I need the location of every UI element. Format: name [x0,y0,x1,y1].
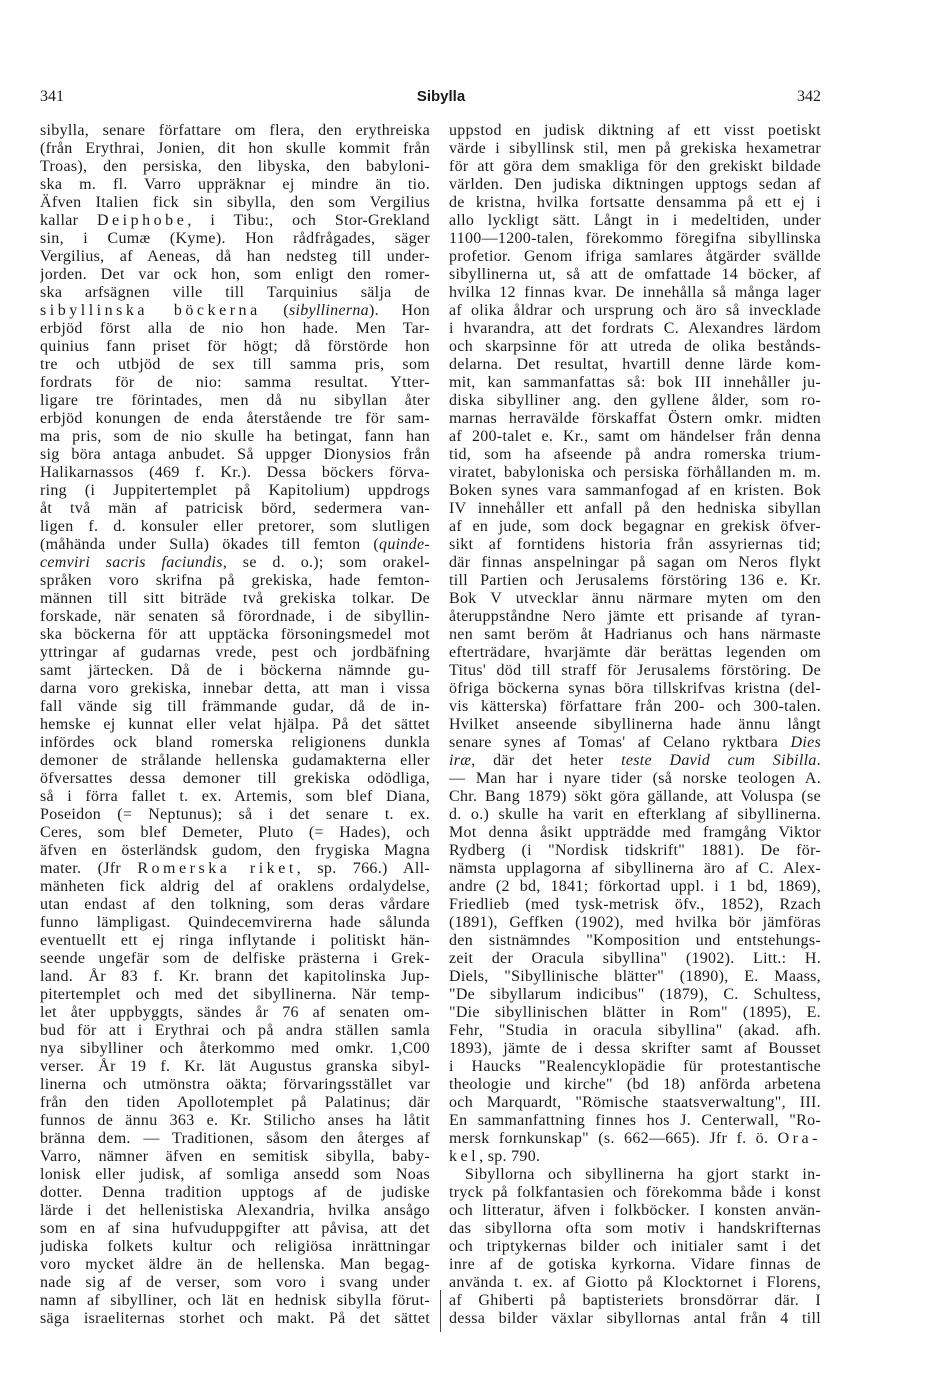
text-line: nade sig af de verser, som voro i svang under [40,1274,430,1291]
text-line: af olika åldrar och ursprung och äro så invecklade [449,302,821,319]
text-line: lärde i det hellenistiska Alexandria, hvilka ansågo [40,1202,430,1219]
text-line: jorden. Det var ock hon, som enligt den romer- [40,266,430,283]
text-line: nya sibylliner och återkommo med omkr. 1,C00 [40,1040,430,1057]
text-line: linerna och utmönstra oäkta; förvaringsstället var [40,1076,430,1093]
text-run: mater. (Jfr [40,860,138,877]
text-line: ma pris, som de nio skulle ha betingat, fann han [40,428,430,445]
text-line: Fehr, "Studia in oracula sibyllina" (akad. afh. [449,1022,821,1039]
text-line: "De sibyllarum indicibus" (1879), C. Schultess, [449,986,821,1003]
spaced-text: kel [449,1148,480,1165]
text-line: och litteratur, äfven i folkböcker. I konsten använ- [449,1202,821,1219]
text-line: för att göra dem smakliga för den grekiskt bildade [449,158,821,175]
italic-text: teste David cum Sibilla [621,752,817,769]
text-line: Hvilket anseende sibyllinerna hade ännu långt [449,716,821,733]
text-run: , se d. o.); som orakel- [222,554,430,571]
text-line: (från Erythrai, Jonien, dit hon skulle kommit från [40,140,430,157]
text-line: voro mycket äldre än de hellenska. Man begag- [40,1256,430,1273]
text-line: Chr. Bang 1879) sökt göra gällande, att Voluspa (se [449,788,821,805]
text-line: sig böra antaga anbudet. Så uppger Dionysios från [40,446,430,463]
text-line: judiska folkets kultur och religiösa inrättningar [40,1238,430,1255]
text-line: fordrats för de nio: samma resultat. Ytter- [40,374,430,391]
text-line: den sistnämndes "Komposition und entstehungs- [449,932,821,949]
running-title: Sibylla [416,88,466,105]
text-line: Titus' död till straff för Jerusalems förstöring. De [449,662,821,679]
text-line: verser. År 19 f. Kr. lät Augustus granska sibyl- [40,1058,430,1075]
text-line: bud för att i Erythrai och på andra ställen samla [40,1022,430,1039]
text-line [40,554,430,572]
text-line: darna voro grekiska, innebar detta, att man i vissa [40,680,430,697]
text-run: . [816,752,821,769]
text-line: sin, i Cumæ (Kyme). Hon rådfrågades, säger [40,230,430,247]
text-line: Varro, nämner äfven en semitisk sibylla, baby- [40,1148,430,1165]
spaced-text: Romerska riket [137,860,297,877]
text-run: , där det heter [471,752,622,769]
text-line: 1100—1200-talen, förekommo föregifna sibyllinska [449,230,821,247]
text-run: (måhända under Sulla) ökades till femton ( [40,536,380,553]
text-line: ligare tre förintades, men då nu sibyllan åter [40,392,430,409]
text-line: återuppståndne Nero jämte ett prisande af tyran- [449,608,821,625]
text-line: viratet, babyloniska och persiska förhållanden m. m. [449,464,821,481]
right-text-column [449,122,821,1328]
spaced-text: Deiphobe [96,212,188,229]
text-line: Troas), den persiska, den libyska, den babyloni- [40,158,430,175]
text-line: Äfven Italien fick sin sibylla, den som Vergilius [40,194,430,211]
page-number-left: 341 [40,88,64,105]
text-run: senare synes af Tomas' af Celano ryktbara [449,734,791,751]
text-line: d. o.) skulle ha varit en efterklang af sibyllinerna. [449,806,821,823]
text-line: zeit der Oracula sibyllina" (1902). Litt.: H. [449,950,821,967]
text-line: das sibyllorna ofta som motiv i handskrifternas [449,1220,821,1237]
text-line [40,536,430,554]
text-line: Friedlieb (med tysk-metrisk öfv., 1852), Rzach [449,896,821,913]
italic-text: sibyllinerna [288,302,369,319]
text-line: efterträdare, hvarjämte där berättas legenden om [449,644,821,661]
text-line: så i förra fallet t. ex. Artemis, som blef Diana, [40,788,430,805]
text-line: demoner de strålande hellenska gudamakterna eller [40,752,430,769]
text-line: där finnas anspelningar på sagan om Neros flykt [449,554,821,571]
text-line: ska m. fl. Varro uppräknar ej mindre än tio. [40,176,430,193]
text-line: tre och utbjöd de sex till samma pris, som [40,356,430,373]
text-line: tid, som ha afseende på andra romerska trium- [449,446,821,463]
text-line: pitertemplet och med det sibyllinerna. När temp- [40,986,430,1003]
text-line: Rydberg (i "Nordisk tidskrift" 1881). De för- [449,842,821,859]
text-line: åt två män af patricisk börd, sedermera van- [40,500,430,517]
text-line: mit, kan sammanfattas så: bok III innehåller ju- [449,374,821,391]
spaced-text: Ora- [777,1130,821,1147]
text-line: IV innehåller ett anfall på den hedniska sibyllan [449,500,821,517]
text-line: nämsta upplagorna af sibyllinerna äro af C. Alex- [449,860,821,877]
text-run: , sp. 766.) All- [296,860,430,877]
text-line: erbjöd först alla de nio hon hade. Men Tar- [40,320,430,337]
text-line: af Ghiberti på baptisteriets bronsdörrar där. I [449,1292,821,1309]
text-line [449,752,821,770]
text-line: ligen f. d. konsuler eller pretorer, som slutligen [40,518,430,535]
text-line: quinius fann priset för högt; då förstörde hon [40,338,430,355]
text-line: theologie und kirche" (bd 18) anförda arbetena [449,1076,821,1093]
text-line: fall vände sig till främmande gudar, då de in- [40,698,430,715]
text-run: mersk fornkunskap" (s. 662—665). Jfr f. ö. [449,1130,778,1147]
text-line: männen till sitt biträde två grekiska tolkar. De [40,590,430,607]
text-line: Bok V utvecklar ännu närmare myten om den [449,590,821,607]
text-line: hemske ej kunnat eller velat hjälpa. På det sättet [40,716,430,733]
italic-text: quinde- [379,536,430,553]
text-line: infördes ock bland romerska religionens dunkla [40,734,430,751]
text-line: inre af de gotiska kyrkorna. Vidare finnas de [449,1256,821,1273]
text-line: marnas herravälde förskaffat Östern omkr. midten [449,410,821,427]
text-line: från den tiden Apollotemplet på Palatinus; där [40,1094,430,1111]
text-line: Mot denna åsikt uppträdde med framgång Viktor [449,824,821,841]
text-line: Boken synes vara sammanfogad af en kristen. Bok [449,482,821,499]
text-line: 1893), jämte de i dessa skrifter samt af Bousset [449,1040,821,1057]
text-line: eventuellt ett ej ringa inflytande i politiskt hän- [40,932,430,949]
text-line: Vergilius, af Aeneas, då han nedsteg till under- [40,248,430,265]
text-line [40,860,430,878]
text-line: namn af sibylliner, och lät en hednisk sibylla förut- [40,1292,430,1309]
text-line: och skarpsinne för att utreda de olika bestånds- [449,338,821,355]
text-line: allo lyckligt sätt. Långt in i medeltiden, under [449,212,821,229]
text-line: utan endast af den tolkning, som deras vårdare [40,896,430,913]
text-line: de kristna, hvilka fortsatte densamma på ett ej i [449,194,821,211]
italic-text: iræ [449,752,472,769]
text-line: dotter. Denna tradition upptogs af de judiske [40,1184,430,1201]
text-line: af en jude, som dock begagnar en grekisk öfver- [449,518,821,535]
text-line: — Man har i nyare tider (så norske teologen A. [449,770,821,787]
text-line [449,1148,821,1166]
text-line: ska arfsägnen ville till Tarquinius sälja de [40,284,430,301]
text-line: land. År 83 f. Kr. brann det kapitolinska Jup- [40,968,430,985]
text-line: delarna. Det resultat, hvartill denne lärde kom- [449,356,821,373]
text-line: använda t. ex. af Giotto på Klocktornet i Florens, [449,1274,821,1291]
text-line: ring (i Juppitertemplet på Kapitolium) uppdrogs [40,482,430,499]
column-divider [440,1290,441,1332]
text-line: Poseidon (= Neptunus); så i det senare t. ex. [40,806,430,823]
text-line: värde i sibyllinsk stil, men på grekiska hexametrar [449,140,821,157]
italic-text: Dies [790,734,821,751]
text-line: sibylla, senare författare om flera, den erythreiska [40,122,430,139]
text-line: och Marquardt, "Römische staatsverwaltung", III. [449,1094,821,1111]
text-line: ska böckerna för att upptäcka försoningsmedel mot [40,626,430,643]
text-line: samt järtecken. Då de i böckerna nämnde gu- [40,662,430,679]
text-line: uppstod en judisk diktning af ett visst poetiskt [449,122,821,139]
text-line [449,734,821,752]
text-line: Sibyllorna och sibyllinerna ha gjort starkt in- [465,1166,821,1183]
text-line: seende ungefär som de delfiske prästerna i Grek- [40,950,430,967]
text-run: ( [260,302,289,319]
text-line: öfriga böckerna synas böra tillskrifvas kristna (del- [449,680,821,697]
text-line: (1891), Geffken (1902), med hvilka bör jämföras [449,914,821,931]
text-line: "Die sibyllinischen blätter in Rom" (1895), E. [449,1004,821,1021]
left-text-column [40,122,430,1328]
italic-text: cemviri sacris faciundis [40,554,223,571]
text-line [449,1130,821,1148]
text-line: af 200-talet e. Kr., samt om händelser från denna [449,428,821,445]
text-line: tryck på folkfantasien och förekomma både i konst [449,1184,821,1201]
text-line: vis kätterska) författare från 200- och 300-talen. [449,698,821,715]
text-line: sikt af forntidens historia från assyriernas tid; [449,536,821,553]
text-line: i Haucks "Realencyklopädie für protestantische [449,1058,821,1075]
text-line: forskade, när senaten så förordnade, i de sibyllin- [40,608,430,625]
text-line: bränna dem. — Traditionen, såsom den återges af [40,1130,430,1147]
text-run: ). Hon [368,302,430,319]
text-run: , sp. 790. [479,1148,541,1165]
text-line: öfversattes dessa demoner till grekiska odödliga, [40,770,430,787]
text-line: diska sibylliner ang. den gyllene ålder, som ro- [449,392,821,409]
text-line: språken voro skrifna på grekiska, hade femton- [40,572,430,589]
text-line: mänheten fick aldrig del af oraklens ordalydelse, [40,878,430,895]
text-line: yttringar af gudarnas vrede, pest och jordbäfning [40,644,430,661]
text-line: Diels, "Sibyllinische blätter" (1890), E. Maass, [449,968,821,985]
text-line: som en af sina hufvuduppgifter att påvisa, att det [40,1220,430,1237]
text-run: kallar [40,212,97,229]
text-line: hvilka 12 finnas kvar. De innehålla så många lager [449,284,821,301]
text-line: En sammanfattning finnes hos J. Centerwall, "Ro- [449,1112,821,1129]
text-line: lonisk eller judisk, af somliga ansedd som Noas [40,1166,430,1183]
text-line: sibyllinerna ut, så att de omfattade 14 böcker, af [449,266,821,283]
text-line: äfven en österländsk gudom, den frygiska Magna [40,842,430,859]
text-line: säga israeliternas storhet och makt. På det sättet [40,1310,430,1327]
text-run: , i Tibu:, och Stor-Grekland [187,212,430,229]
text-line: till Partien och Jerusalems förstöring 136 e. Kr. [449,572,821,589]
text-line: let åter uppbyggts, sändes år 76 af senaten om- [40,1004,430,1021]
text-line: i hvarandra, att det fordrats C. Alexandres lärdom [449,320,821,337]
text-line: dessa bilder växlar sibyllornas antal från 4 till [449,1310,821,1327]
page-number-right: 342 [797,88,821,105]
text-line: Halikarnassos (469 f. Kr.). Dessa böckers förva- [40,464,430,481]
text-line: funno lämpligast. Quindecemvirerna hade sålunda [40,914,430,931]
text-line: andre (2 bd, 1841; förkortad uppl. i 1 bd, 1869), [449,878,821,895]
text-line: nen samt beröm åt Hadrianus och hans närmaste [449,626,821,643]
text-line: profetior. Genom ifriga samlares åtgärder svällde [449,248,821,265]
spaced-text: sibyllinska böckerna [40,302,261,319]
text-line [40,302,430,320]
text-line: funnos de ännu 363 e. Kr. Stilicho anses ha låtit [40,1112,430,1129]
text-line: Ceres, som blef Demeter, Pluto (= Hades), och [40,824,430,841]
text-line: och triptykernas bilder och initialer samt i det [449,1238,821,1255]
text-line: erbjöd konungen de enda återstående tre för sam- [40,410,430,427]
text-line: världen. Den judiska diktningen upptogs sedan af [449,176,821,193]
text-line [40,212,430,230]
